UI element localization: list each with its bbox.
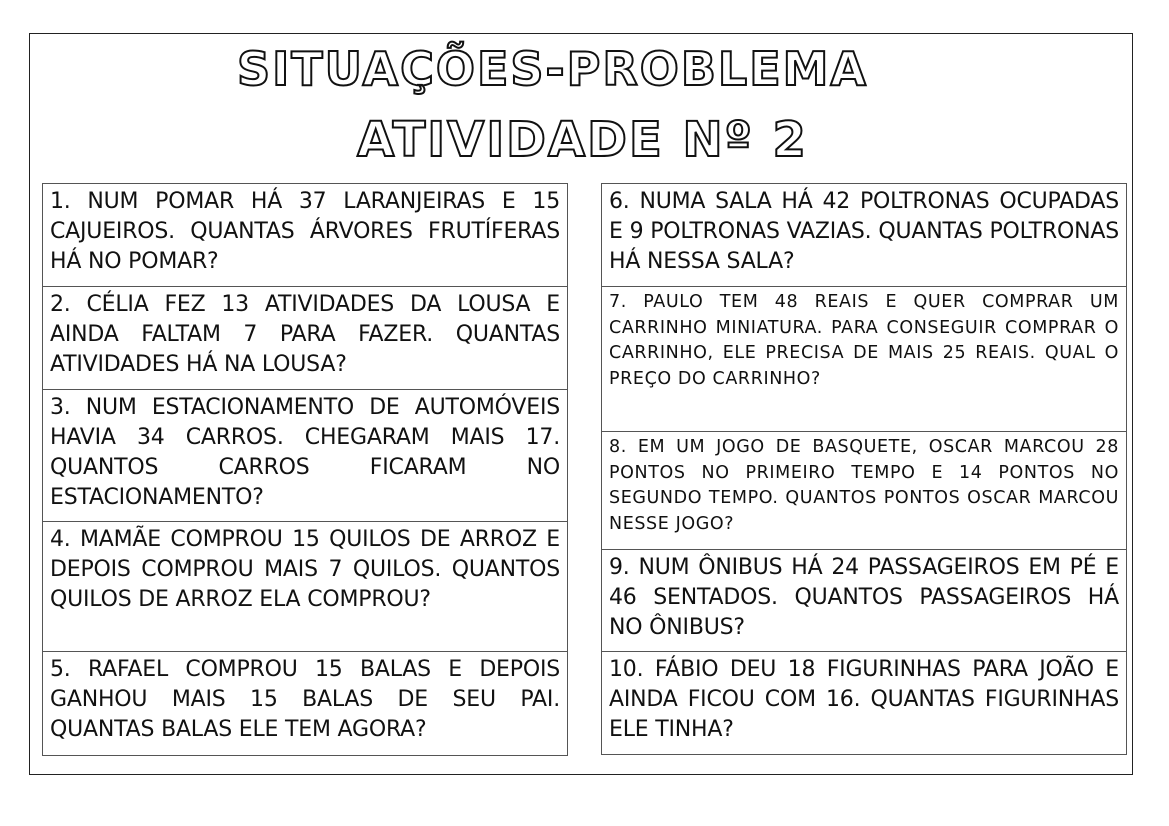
problem-box-8: 8. EM UM JOGO DE BASQUETE, OSCAR MARCOU 28 PONTOS NO PRIMEIRO TEMPO E 14 PONTOS NO SEGUNDO TEMPO. QUANTOS PONTOS OSCAR MARCOU NESSE JOGO? [601,431,1127,550]
problem-box-6: 6. NUMA SALA HÁ 42 POLTRONAS OCUPADAS E 9 POLTRONAS VAZIAS. QUANTAS POLTRONAS HÁ NESSA SALA? [601,183,1127,287]
problem-box-3: 3. NUM ESTACIONAMENTO DE AUTOMÓVEIS HAVIA 34 CARROS. CHEGARAM MAIS 17. QUANTOS CARROS FICARAM NO ESTACIONAMENTO? [42,389,568,522]
problem-box-10: 10. FÁBIO DEU 18 FIGURINHAS PARA JOÃO E AINDA FICOU COM 16. QUANTAS FIGURINHAS ELE TINHA? [601,651,1127,755]
worksheet-title: SITUAÇÕES-PROBLEMA [236,42,869,96]
problem-box-4: 4. MAMÃE COMPROU 15 QUILOS DE ARROZ E DEPOIS COMPROU MAIS 7 QUILOS. QUANTOS QUILOS DE ARROZ ELA COMPROU? [42,521,568,652]
problem-box-7: 7. PAULO TEM 48 REAIS E QUER COMPRAR UM CARRINHO MINIATURA. PARA CONSEGUIR COMPRAR O CARRINHO, ELE PRECISA DE MAIS 25 REAIS. QUAL O PREÇO DO CARRINHO? [601,286,1127,432]
problem-box-5: 5. RAFAEL COMPROU 15 BALAS E DEPOIS GANHOU MAIS 15 BALAS DE SEU PAI. QUANTAS BALAS ELE TEM AGORA? [42,651,568,756]
problem-box-2: 2. CÉLIA FEZ 13 ATIVIDADES DA LOUSA E AINDA FALTAM 7 PARA FAZER. QUANTAS ATIVIDADES HÁ NA LOUSA? [42,286,568,390]
worksheet-subtitle: ATIVIDADE Nº 2 [357,112,808,168]
problem-box-1: 1. NUM POMAR HÁ 37 LARANJEIRAS E 15 CAJUEIROS. QUANTAS ÁRVORES FRUTÍFERAS HÁ NO POMAR? [42,183,568,287]
problem-box-9: 9. NUM ÔNIBUS HÁ 24 PASSAGEIROS EM PÉ E 46 SENTADOS. QUANTOS PASSAGEIROS HÁ NO ÔNIBUS? [601,549,1127,652]
